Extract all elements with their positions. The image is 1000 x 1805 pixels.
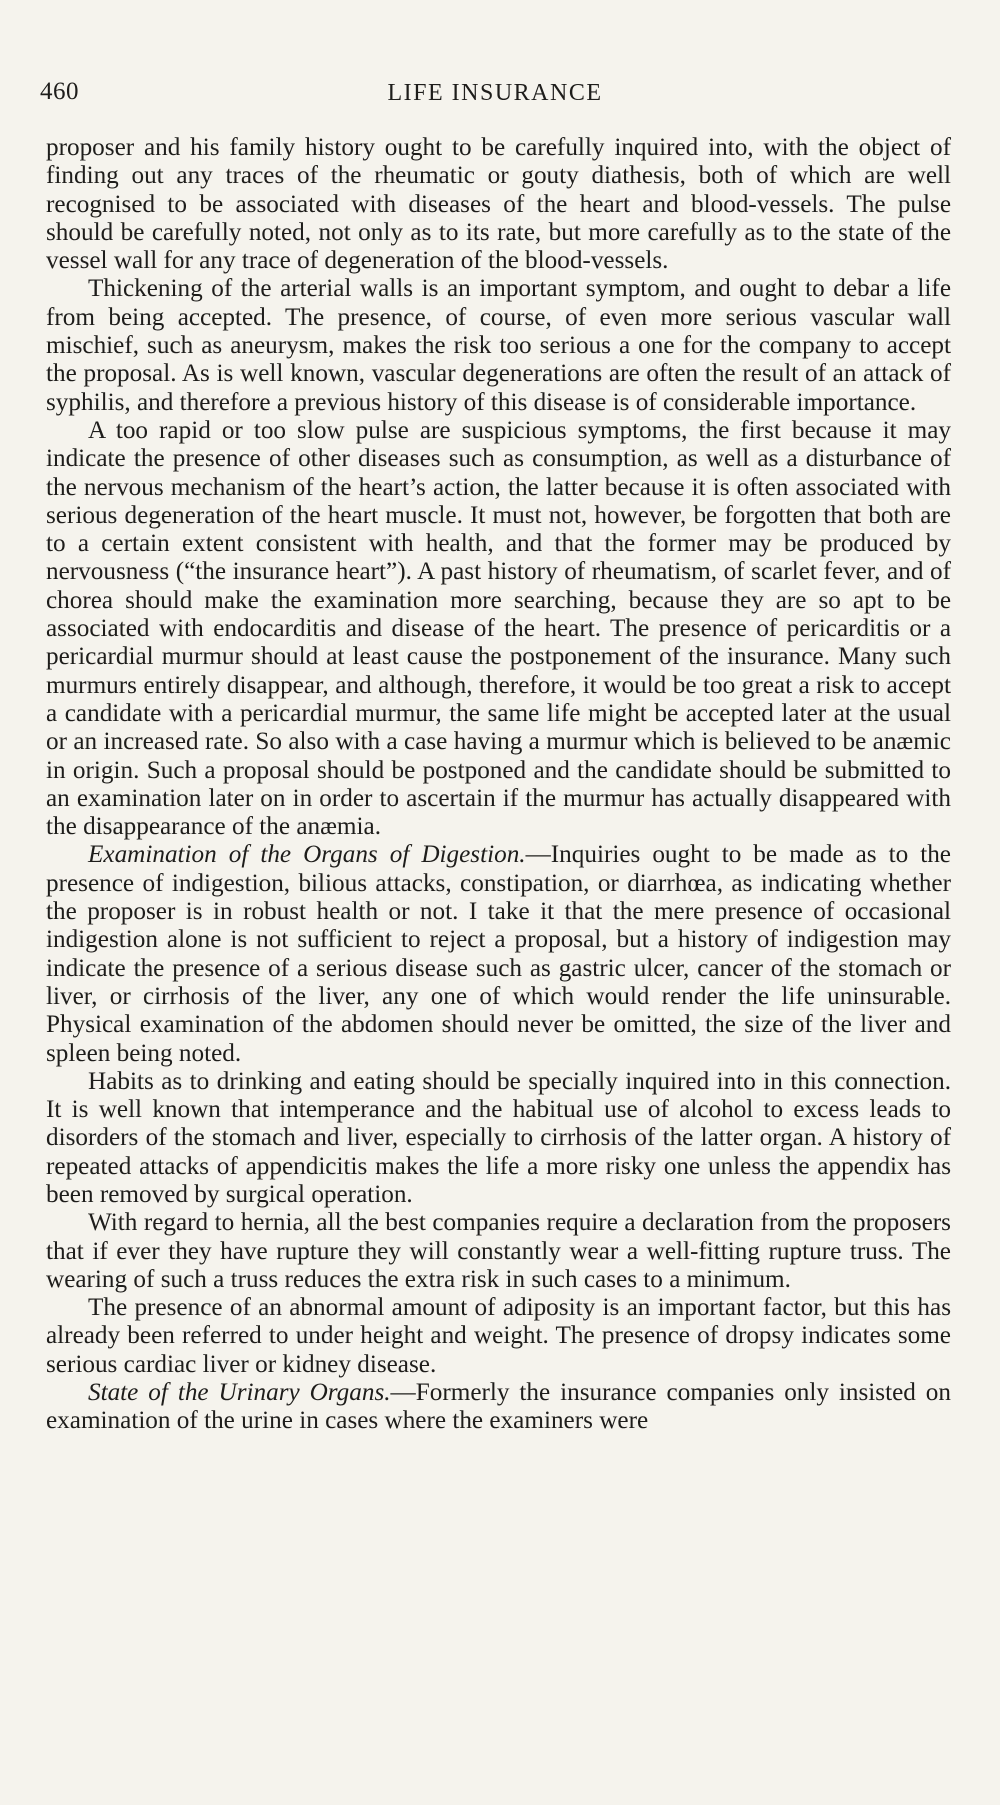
- paragraph-text: —Inquiries ought to be made as to the presence of indigestion, bilious attacks, constipation, or diarrhœa, as indicating whether the proposer is in robust health or not. I take it that the mere presence of occasional indigestion alone is not sufficient to reject a proposal, but a history of indigestion may indicate the presence of a serious disease such as gastric ulcer, cancer of the stomach or liver, or cirrhosis of the liver, any one of which would render the life uninsurable. Physical examination of the abdomen should never be omitted, the size of the liver and spleen being noted.: [46, 841, 951, 1067]
- paragraph-urinary: [46, 1379, 951, 1436]
- paragraph-digestion: [46, 841, 951, 1067]
- paragraph-arterial-walls: [46, 275, 951, 416]
- body-text: [46, 134, 951, 1436]
- paragraph-text: proposer and his family history ought to be carefully inquired into, with the object of finding out any traces of the rheumatic or gouty diathesis, both of which are well recognised to be associated with diseases of the heart and blood-vessels. The pulse should be carefully noted, not only as to its rate, but more carefully as to the state of the vessel wall for any trace of degeneration of the blood-vessels.: [46, 134, 951, 275]
- paragraph-text: With regard to hernia, all the best companies require a declaration from the proposers that if ever they have rupture they will constantly wear a well-fitting rupture truss. The wearing of such a truss reduces the extra risk in such cases to a minimum.: [46, 1209, 951, 1293]
- paragraph-text: A too rapid or too slow pulse are suspicious symptoms, the first because it may indicate the presence of other diseases such as consumption, as well as a disturbance of the nervous mechanism of the heart’s action, the latter because it is often associated with serious degeneration of the heart muscle. It must not, however, be forgotten that both are to a certain extent consistent with health, and that the former may be produced by nervousness (“the insurance heart”). A past history of rheumatism, of scarlet fever, and of chorea should make the examination more searching, because they are so apt to be associated with endocarditis and disease of the heart. The presence of pericarditis or a pericardial murmur should at least cause the postponement of the insurance. Many such murmurs entirely disappear, and although, therefore, it would be too great a risk to accept a candidate with a pericardial murmur, the same life might be accepted later at the usual or an increased rate. So also with a case having a murmur which is believed to be anæmic in origin. Such a proposal should be postponed and the candidate should be submitted to an examination later on in order to ascertain if the murmur has actually disappeared with the disappearance of the anæmia.: [46, 416, 951, 841]
- paragraph-pulse: [46, 134, 951, 275]
- section-heading-urinary: State of the Urinary Organs.: [88, 1379, 391, 1407]
- paragraph-text: The presence of an abnormal amount of adiposity is an important factor, but this has already been referred to under height and weight. The presence of dropsy indicates some serious cardiac liver or kidney disease.: [46, 1294, 951, 1378]
- paragraph-adiposity: [46, 1294, 951, 1379]
- section-heading-digestion: Examination of the Organs of Digestion.: [88, 841, 526, 869]
- running-head: [40, 78, 950, 112]
- paragraph-text: —Formerly the insurance companies only insisted on examination of the urine in cases where the examiners were: [46, 1379, 951, 1435]
- paragraph-text: Habits as to drinking and eating should be specially inquired into in this connection. It is well known that intemperance and the habitual use of alcohol to excess leads to disorders of the stomach and liver, especially to cirrhosis of the latter organ. A history of repeated attacks of appendicitis makes the life a more risky one unless the appendix has been removed by surgical operation.: [46, 1067, 951, 1208]
- paragraph-pulse-rate: [46, 417, 951, 841]
- running-title: LIFE INSURANCE: [387, 80, 603, 106]
- paragraph-hernia: [46, 1209, 951, 1294]
- paragraph-habits: [46, 1068, 951, 1209]
- paragraph-text: Thickening of the arterial walls is an important symptom, and ought to debar a life from being accepted. The presence, of course, of even more serious vascular wall mischief, such as aneurysm, makes the risk too serious a one for the company to accept the proposal. As is well known, vascular degenerations are often the result of an attack of syphilis, and therefore a previous history of this disease is of considerable importance.: [46, 275, 951, 416]
- page-number: 460: [40, 78, 79, 105]
